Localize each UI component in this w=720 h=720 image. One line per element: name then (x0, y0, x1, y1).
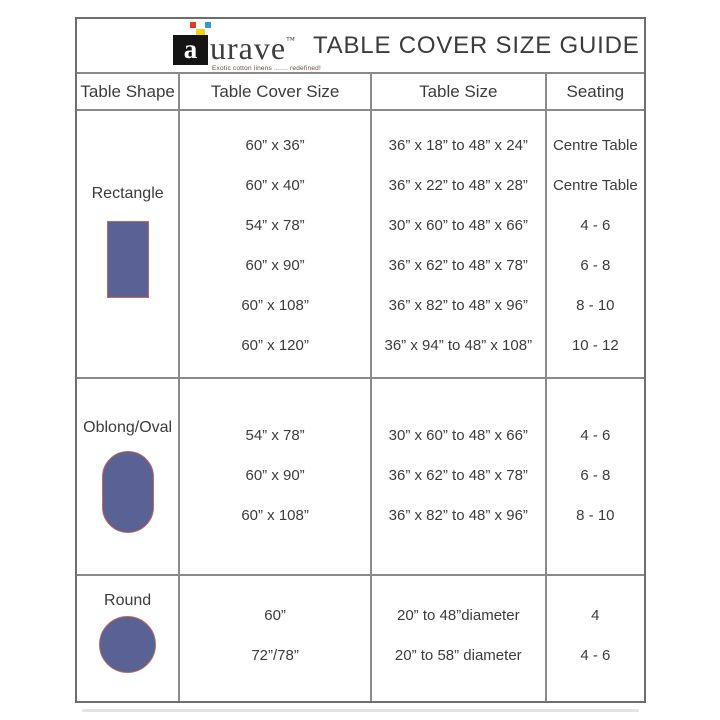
logo-tagline: Exotic cotton linens ....... redefined! (212, 64, 321, 72)
shape-label: Round (104, 592, 152, 609)
cover-size-cell: 72”/78” (251, 646, 299, 664)
circle-shape-icon (99, 616, 156, 673)
aurave-logo (173, 20, 321, 72)
shape-cell-oblong (77, 379, 180, 574)
seating-cell: 4 (591, 606, 600, 624)
cover-size-cell: 60” x 36” (245, 136, 305, 154)
seating-cell: Centre Table (552, 176, 638, 194)
table-size-cell: 30” x 60” to 48” x 66” (388, 426, 528, 444)
table-size-cell: 36” x 94” to 48” x 108” (384, 336, 533, 354)
cover-size-cell: 54” x 78” (245, 426, 305, 444)
logo-blue-square-icon (205, 22, 211, 28)
seating-cell: 6 - 8 (580, 466, 611, 484)
oval-shape-icon (102, 451, 154, 533)
table-size-cell: 36” x 82” to 48” x 96” (388, 506, 528, 524)
rectangle-shape-icon (107, 221, 149, 298)
section-oblong-oval (77, 379, 644, 576)
cover-size-column (180, 379, 372, 574)
table-size-cell: 36” x 62” to 48” x 78” (388, 466, 528, 484)
cover-size-cell: 60” x 120” (241, 336, 309, 354)
trademark-symbol: ™ (286, 34, 295, 45)
cover-size-cell: 54” x 78” (245, 216, 305, 234)
logo-wordmark (210, 29, 295, 66)
table-size-cell: 36” x 82” to 48” x 96” (388, 296, 528, 314)
cover-size-cell: 60” (264, 606, 286, 624)
cover-size-cell: 60” x 108” (241, 506, 309, 524)
cover-size-column (180, 111, 372, 377)
seating-column (547, 111, 644, 377)
masthead (77, 19, 644, 74)
table-size-cell: 36” x 62” to 48” x 78” (388, 256, 528, 274)
seating-cell: 4 - 6 (580, 216, 611, 234)
seating-cell: 6 - 8 (580, 256, 611, 274)
seating-column (547, 576, 644, 701)
shape-cell-rectangle (77, 111, 180, 377)
table-size-column (372, 111, 547, 377)
table-size-cell: 20” to 48”diameter (397, 606, 520, 624)
table-size-cell: 36” x 22” to 48” x 28” (388, 176, 528, 194)
column-header-row (77, 74, 644, 111)
seating-column (547, 379, 644, 574)
table-size-column (372, 379, 547, 574)
table-size-column (372, 576, 547, 701)
seating-cell: 10 - 12 (571, 336, 619, 354)
section-round (77, 576, 644, 701)
logo-wordmark-text: urave (210, 29, 287, 66)
column-header-table-shape: Table Shape (77, 74, 180, 109)
shape-label: Rectangle (91, 185, 164, 202)
table-size-cell: 20” to 58” diameter (394, 646, 522, 664)
table-size-cell: 30” x 60” to 48” x 66” (388, 216, 528, 234)
seating-cell: 8 - 10 (576, 506, 615, 524)
section-rectangle (77, 111, 644, 379)
cover-size-cell: 60” x 108” (241, 296, 309, 314)
cover-size-cell: 60” x 40” (245, 176, 305, 194)
table-size-cell: 36” x 18” to 48” x 24” (388, 136, 528, 154)
shape-label: Oblong/Oval (83, 419, 173, 436)
seating-cell: 8 - 10 (576, 296, 615, 314)
shape-cell-round (77, 576, 180, 701)
cover-size-cell: 60” x 90” (245, 466, 305, 484)
drop-shadow (82, 709, 639, 712)
seating-cell: 4 - 6 (580, 646, 611, 664)
seating-cell: 4 - 6 (580, 426, 611, 444)
column-header-seating: Seating (566, 81, 625, 101)
logo-a-mark (173, 35, 208, 65)
page-title: TABLE COVER SIZE GUIDE (313, 31, 640, 59)
cover-size-cell: 60” x 90” (245, 256, 305, 274)
size-guide-table (75, 17, 646, 703)
logo-red-square-icon (190, 22, 196, 28)
seating-cell: Centre Table (552, 136, 638, 154)
logo-a-letter: a (183, 34, 198, 64)
column-header-table-cover-size: Table Cover Size (180, 74, 372, 109)
column-header-table-size: Table Size (372, 74, 547, 109)
cover-size-column (180, 576, 372, 701)
